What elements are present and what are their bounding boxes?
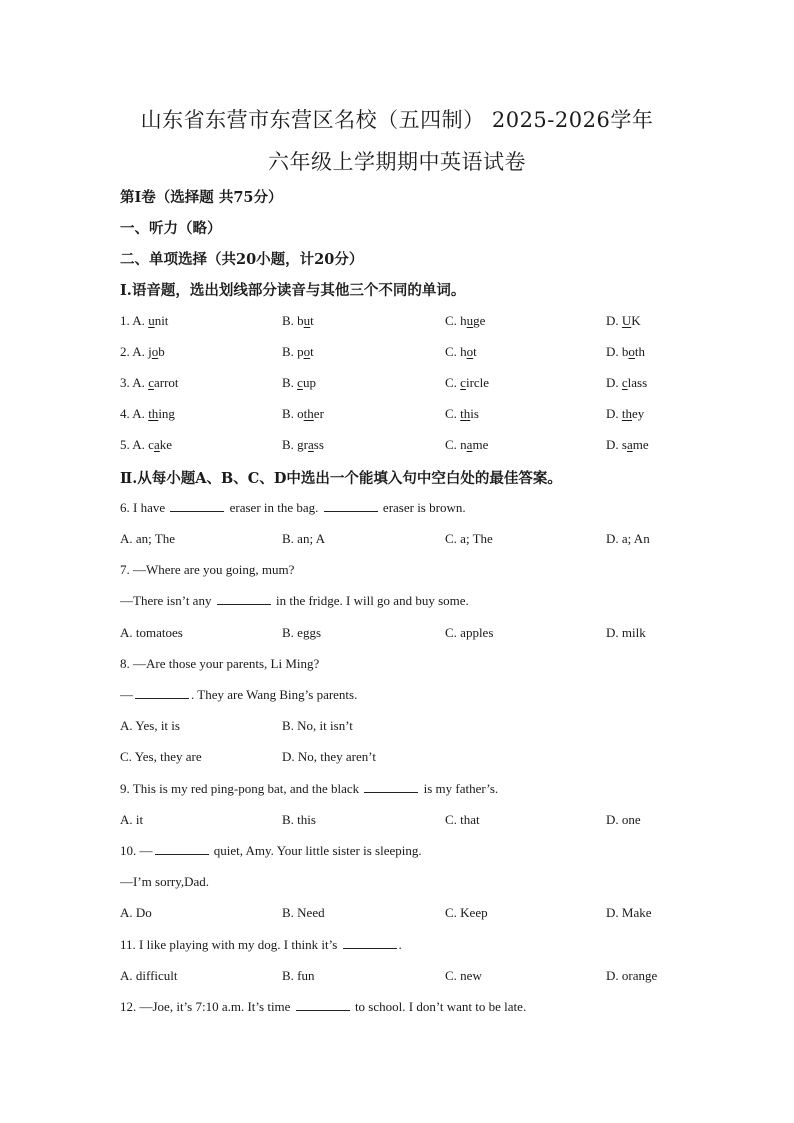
question-number: 4. bbox=[120, 406, 130, 421]
underlined-letters: c bbox=[297, 375, 303, 390]
q4-option-d[interactable] bbox=[606, 406, 644, 422]
option-text-before: A. bbox=[132, 406, 149, 421]
underlined-letters: u bbox=[148, 313, 155, 328]
underlined-letters: u bbox=[466, 313, 474, 328]
q10-stem-part-b: quiet, Amy. Your little sister is sleeping. bbox=[213, 843, 422, 858]
heading-phonetics: Ⅰ.语音题，选出划线部分读音与其他三个不同的单词。 bbox=[120, 282, 466, 299]
q8-option-d[interactable]: D. No, they aren’t bbox=[282, 749, 376, 764]
q7-option-d[interactable]: D. milk bbox=[606, 625, 646, 640]
q5-option-d[interactable] bbox=[606, 437, 649, 453]
answer-blank bbox=[324, 501, 378, 512]
option-text-before: C. n bbox=[445, 437, 467, 452]
option-text-after: me bbox=[632, 437, 649, 452]
option-text-after: ircle bbox=[465, 375, 490, 390]
q4-option-b[interactable] bbox=[282, 406, 324, 422]
q3-option-b[interactable] bbox=[282, 375, 316, 391]
option-text-after: ey bbox=[632, 406, 645, 421]
q6-option-a[interactable]: A. an; The bbox=[120, 531, 175, 546]
q10-stem-part-a: 10. — bbox=[120, 843, 153, 858]
q10-option-a[interactable]: A. Do bbox=[120, 905, 152, 920]
question-8-stem-2 bbox=[120, 687, 357, 703]
q9-option-a[interactable]: A. it bbox=[120, 812, 144, 827]
q6-option-d[interactable]: D. a; An bbox=[606, 531, 650, 546]
q10-option-d[interactable]: D. Make bbox=[606, 905, 652, 920]
underlined-letters: th bbox=[621, 406, 633, 421]
q10-option-c[interactable]: C. Keep bbox=[445, 905, 488, 920]
q9-stem-part-a: 9. This is my red ping-pong bat, and the black bbox=[120, 781, 360, 796]
heading-fill: Ⅱ.从每小题A、B、C、D中选出一个能填入句中空白处的最佳答案。 bbox=[120, 470, 562, 487]
q4-option-a[interactable] bbox=[120, 406, 175, 422]
q2-option-c[interactable] bbox=[445, 344, 477, 360]
option-text-before: D. bbox=[606, 406, 622, 421]
exam-title-line2: 六年级上学期期中英语试卷 bbox=[268, 150, 526, 174]
underlined-letters: a bbox=[466, 437, 473, 452]
question-7-stem: 7. —Where are you going, mum? bbox=[120, 562, 295, 577]
q11-option-a[interactable]: A. difficult bbox=[120, 968, 178, 983]
question-10-stem-2: —I’m sorry,Dad. bbox=[120, 874, 210, 889]
q7-option-c[interactable]: C. apples bbox=[445, 625, 494, 640]
question-11-stem bbox=[120, 937, 402, 953]
question-number: 3. bbox=[120, 375, 130, 390]
q1-option-b[interactable] bbox=[282, 313, 314, 329]
option-text-before: C. h bbox=[445, 313, 467, 328]
question-number: 5. bbox=[120, 437, 130, 452]
underlined-letters: U bbox=[621, 313, 632, 328]
underlined-letters: a bbox=[626, 437, 633, 452]
answer-blank bbox=[170, 501, 224, 512]
option-text-after: ing bbox=[158, 406, 175, 421]
q4-option-c[interactable] bbox=[445, 406, 479, 422]
q8-stem-part-b: . They are Wang Bing’s parents. bbox=[191, 687, 358, 702]
option-text-after: b bbox=[158, 344, 165, 359]
option-text-before: B. bbox=[282, 375, 298, 390]
q6-option-b[interactable]: B. an; A bbox=[282, 531, 325, 546]
question-7-stem-2 bbox=[120, 593, 469, 609]
option-text-before: D. bbox=[606, 375, 622, 390]
option-text-after: t bbox=[310, 313, 314, 328]
q7-stem-part-b: in the fridge. I will go and buy some. bbox=[275, 593, 469, 608]
q3-option-d[interactable] bbox=[606, 375, 647, 391]
q6-stem-part-c: eraser is brown. bbox=[382, 500, 466, 515]
heading-single-choice: 二、单项选择（共20小题，计20分） bbox=[120, 251, 364, 268]
underlined-letters: a bbox=[153, 437, 160, 452]
q9-option-d[interactable]: D. one bbox=[606, 812, 641, 827]
option-text-after: ke bbox=[159, 437, 173, 452]
question-8-stem: 8. —Are those your parents, Li Ming? bbox=[120, 656, 320, 671]
q1-option-d[interactable] bbox=[606, 313, 641, 329]
underlined-letters: c bbox=[621, 375, 628, 390]
question-6-stem bbox=[120, 500, 466, 516]
q12-stem-part-b: to school. I don’t want to be late. bbox=[354, 999, 527, 1014]
q10-option-b[interactable]: B. Need bbox=[282, 905, 325, 920]
q1-option-c[interactable] bbox=[445, 313, 485, 329]
underlined-letters: c bbox=[148, 375, 154, 390]
option-text-before: A. bbox=[132, 313, 149, 328]
question-10-stem bbox=[120, 843, 422, 859]
q6-stem-part-b: eraser in the bag. bbox=[229, 500, 319, 515]
q8-stem-part-a: — bbox=[120, 687, 133, 702]
underlined-letters: o bbox=[466, 344, 474, 359]
q8-option-a[interactable]: A. Yes, it is bbox=[120, 718, 180, 733]
underlined-letters: a bbox=[308, 437, 314, 452]
option-text-after: lass bbox=[627, 375, 648, 390]
underlined-letters: o bbox=[151, 344, 159, 359]
option-text-before: A. bbox=[132, 375, 149, 390]
q11-stem-part-a: 11. I like playing with my dog. I think it’s bbox=[120, 937, 338, 952]
option-text-after: er bbox=[313, 406, 324, 421]
q2-option-a[interactable] bbox=[120, 344, 165, 360]
q7-stem-part-a: —There isn’t any bbox=[120, 593, 212, 608]
question-12-stem bbox=[120, 999, 526, 1015]
q6-stem-part-a: 6. I have bbox=[120, 500, 166, 515]
option-text-before: D. bbox=[606, 313, 622, 328]
q2-option-b[interactable] bbox=[282, 344, 314, 360]
q8-option-b[interactable]: B. No, it isn’t bbox=[282, 718, 353, 733]
q5-option-b[interactable] bbox=[282, 437, 324, 453]
heading-listening: 一、听力（略） bbox=[120, 220, 222, 237]
option-text-after: is bbox=[470, 406, 479, 421]
underlined-letters: o bbox=[303, 344, 311, 359]
q12-stem-part-a: 12. —Joe, it’s 7:10 a.m. It’s time bbox=[120, 999, 291, 1014]
underlined-letters: u bbox=[303, 313, 311, 328]
q11-option-c[interactable]: C. new bbox=[445, 968, 482, 983]
q1-option-a[interactable] bbox=[120, 313, 168, 329]
q7-option-b[interactable]: B. eggs bbox=[282, 625, 321, 640]
option-text-before: A. c bbox=[132, 437, 154, 452]
underlined-letters: o bbox=[628, 344, 635, 359]
option-text-after: t bbox=[310, 344, 314, 359]
q3-option-a[interactable] bbox=[120, 375, 179, 391]
option-text-after: K bbox=[631, 313, 641, 328]
underlined-letters: th bbox=[303, 406, 314, 421]
underlined-letters: th bbox=[460, 406, 471, 421]
answer-blank bbox=[343, 938, 397, 949]
option-text-before: C. h bbox=[445, 344, 467, 359]
question-number: 2. bbox=[120, 344, 130, 359]
question-number: 1. bbox=[120, 313, 130, 328]
answer-blank bbox=[135, 688, 189, 699]
q2-option-d[interactable] bbox=[606, 344, 645, 360]
q9-option-b[interactable]: B. this bbox=[282, 812, 316, 827]
option-text-after: ge bbox=[473, 313, 486, 328]
q11-stem-part-b: . bbox=[398, 937, 402, 952]
answer-blank bbox=[217, 594, 271, 605]
q9-option-c[interactable]: C. that bbox=[445, 812, 480, 827]
option-text-before: C. bbox=[445, 375, 461, 390]
q5-option-a[interactable] bbox=[120, 437, 172, 453]
option-text-before: B. o bbox=[282, 406, 304, 421]
option-text-after: ss bbox=[313, 437, 324, 452]
answer-blank bbox=[296, 1000, 350, 1011]
option-text-before: B. p bbox=[282, 344, 304, 359]
option-text-after: t bbox=[473, 344, 477, 359]
option-text-before: D. b bbox=[606, 344, 629, 359]
q11-option-b[interactable]: B. fun bbox=[282, 968, 315, 983]
question-9-stem bbox=[120, 781, 498, 797]
exam-title-line1: 山东省东营市东营区名校（五四制） 2025-2026学年 bbox=[140, 108, 654, 132]
option-text-before: B. b bbox=[282, 313, 304, 328]
option-text-after: arrot bbox=[153, 375, 179, 390]
option-text-after: nit bbox=[154, 313, 169, 328]
heading-part1: 第Ⅰ卷（选择题 共75分） bbox=[120, 189, 283, 206]
q7-option-a[interactable]: A. tomatoes bbox=[120, 625, 183, 640]
option-text-after: th bbox=[634, 344, 646, 359]
option-text-before: B. gr bbox=[282, 437, 308, 452]
q5-option-c[interactable] bbox=[445, 437, 488, 453]
option-text-before: D. s bbox=[606, 437, 627, 452]
answer-blank bbox=[155, 844, 209, 855]
option-text-after: up bbox=[302, 375, 316, 390]
q11-option-d[interactable]: D. orange bbox=[606, 968, 658, 983]
q8-option-c[interactable]: C. Yes, they are bbox=[120, 749, 202, 764]
underlined-letters: th bbox=[148, 406, 159, 421]
option-text-before: A. j bbox=[132, 344, 152, 359]
answer-blank bbox=[364, 782, 418, 793]
q3-option-c[interactable] bbox=[445, 375, 489, 391]
option-text-after: me bbox=[472, 437, 489, 452]
option-text-before: C. bbox=[445, 406, 461, 421]
q9-stem-part-b: is my father’s. bbox=[423, 781, 499, 796]
underlined-letters: c bbox=[460, 375, 466, 390]
q6-option-c[interactable]: C. a; The bbox=[445, 531, 493, 546]
